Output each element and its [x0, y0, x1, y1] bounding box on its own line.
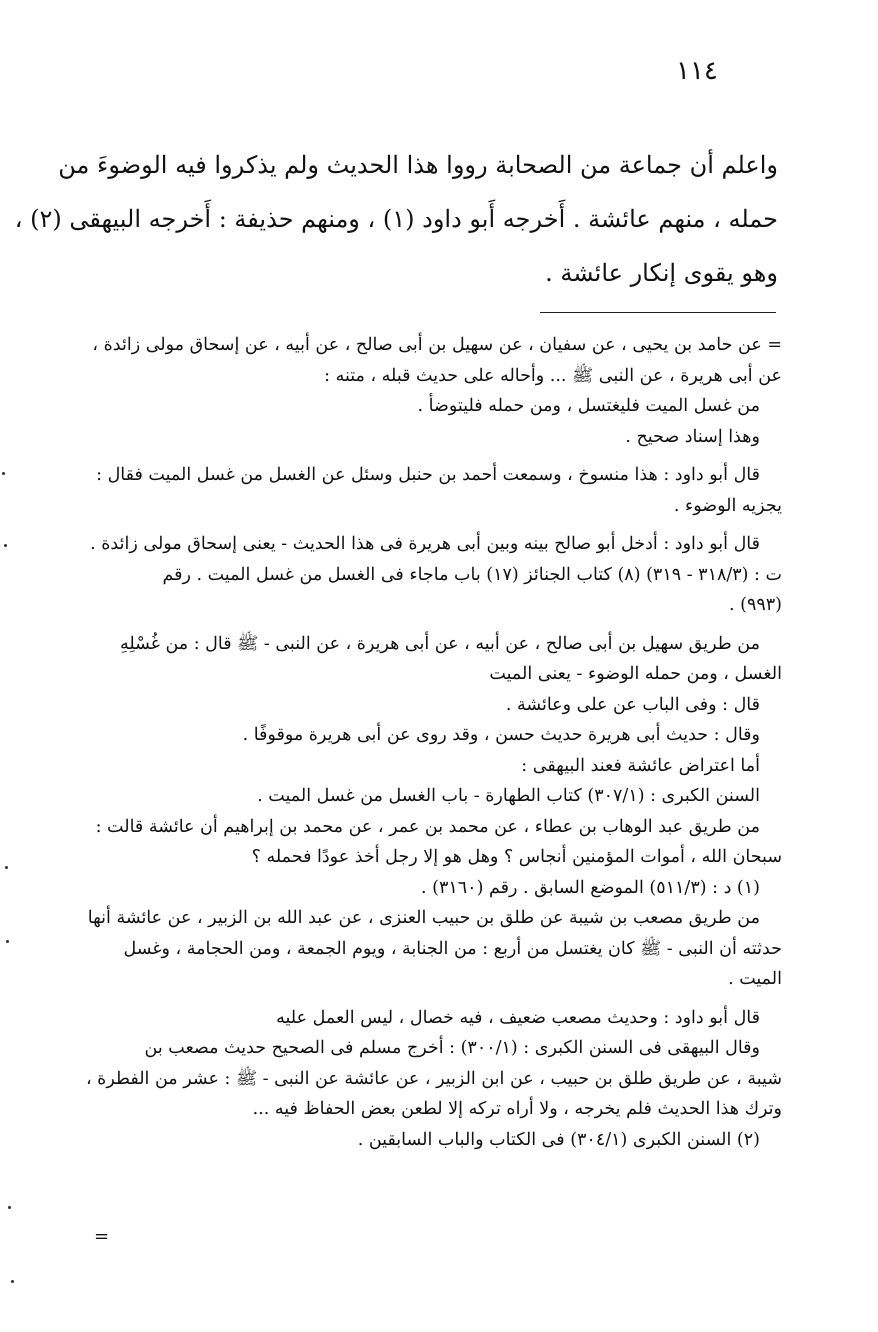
footnote-line: وقال البيهقى فى السنن الكبرى : (٣٠٠/١) : أخرج مسلم فى الصحيح حديث مصعب بن [144, 1038, 760, 1058]
footnote-line: قال أبو داود : وحديث مصعب ضعيف ، فيه خصال ، ليس العمل عليه [276, 1007, 760, 1028]
main-line: حمله ، منهم عائشة . أَخرجه أَبو داود (١) ، ومنهم حذيفة : أَخرجه البيهقى (٢) ، [14, 205, 778, 233]
footnote-line: من طريق عبد الوهاب بن عطاء ، عن محمد بن عمر ، عن محمد بن إبراهيم أن عائشة قالت : [95, 816, 760, 837]
footnote-line: الميت . [728, 969, 782, 989]
footnote-line: حدثته أن النبى - ﷺ كان يغتسل من أربع : من الجنابة ، ويوم الجمعة ، ومن الحجامة ، وغسل [123, 938, 782, 959]
footnote-line: عن أبى هريرة ، عن النبى ﷺ ... وأحاله على حديث قبله ، متنه : [324, 365, 782, 386]
footnote-line: وترك هذا الحديث فلم يخرجه ، ولا أراه تركه إلا لطعن بعض الحفاظ فيه ... [252, 1099, 782, 1119]
scan-speck [4, 544, 7, 547]
scan-speck [6, 940, 9, 943]
footnote-line: (١) د : (٥١١/٣) الموضع السابق . رقم (٣١٦٠) . [421, 877, 760, 898]
continuation-mark: = [94, 1226, 110, 1247]
main-paragraph [14, 138, 778, 300]
footnote-line: = عن حامد بن يحيى ، عن سفيان ، عن سهيل بن أبى صالح ، عن أبيه ، عن إسحاق مولى زائدة ، [92, 335, 782, 355]
footnote-line: أما اعتراض عائشة فعند البيهقى : [521, 755, 760, 776]
scan-speck [5, 866, 8, 869]
footnote-line: ت : (٣١٨/٣ - ٣١٩) (٨) كتاب الجنائز (١٧) باب ماجاء فى الغسل من غسل الميت . رقم [162, 564, 782, 585]
footnote-line: (٢) السنن الكبرى (٣٠٤/١) فى الكتاب والباب السابقين . [357, 1129, 760, 1150]
footnote-line: الغسل ، ومن حمله الوضوء - يعنى الميت [489, 664, 782, 684]
footnote-line: وقال : حديث أبى هريرة حديث حسن ، وقد روى عن أبى هريرة موقوفًا . [242, 725, 760, 745]
footnote-line: قال أبو داود : هذا منسوخ ، وسمعت أحمد بن حنبل وسئل عن الغسل من غسل الميت فقال : [96, 465, 760, 485]
footnote-line: قال أبو داود : أدخل أبو صالح بينه وبين أبى هريرة فى هذا الحديث - يعنى إسحاق مولى زائدة . [90, 534, 760, 554]
scan-speck [11, 1280, 14, 1283]
page-number: ١١٤ [676, 56, 718, 86]
footnote-line: سبحان الله ، أموات المؤمنين أنجاس ؟ وهل هو إلا رجل أخذ عودًا فحمله ؟ [251, 847, 782, 867]
footnote-line: من طريق مصعب بن شيبة عن طلق بن حبيب العنزى ، عن عبد الله بن الزبير ، عن عائشة أنها [87, 908, 760, 928]
footnote-line: من طريق سهيل بن أبى صالح ، عن أبيه ، عن أبى هريرة ، عن النبى - ﷺ قال : من غُسْلِهِ [119, 633, 760, 654]
scan-speck [2, 472, 5, 475]
footnote-line: وهذا إسناد صحيح . [625, 426, 760, 447]
footnote-line: قال : وفى الباب عن على وعائشة . [505, 694, 760, 715]
footnote-line: يجزيه الوضوء . [673, 495, 782, 516]
footnote-line: شيبة ، عن طريق طلق بن حبيب ، عن ابن الزبير ، عن عائشة عن النبى - ﷺ : عشر من الفطرة ، [85, 1068, 782, 1089]
scan-speck [8, 1206, 11, 1209]
footnote-line: السنن الكبرى : (٣٠٧/١) كتاب الطهارة - باب الغسل من غسل الميت . [257, 786, 760, 806]
footnote-line: (٩٩٣) . [729, 595, 782, 615]
main-line: واعلم أن جماعة من الصحابة رووا هذا الحديث ولم يذكروا فيه الوضوءَ من [58, 151, 778, 179]
footnote-line: من غسل الميت فليغتسل ، ومن حمله فليتوضأ . [417, 396, 760, 416]
main-line: وهو يقوى إنكار عائشة . [545, 259, 778, 287]
footnote-separator [540, 312, 776, 313]
footnotes [82, 330, 782, 1155]
